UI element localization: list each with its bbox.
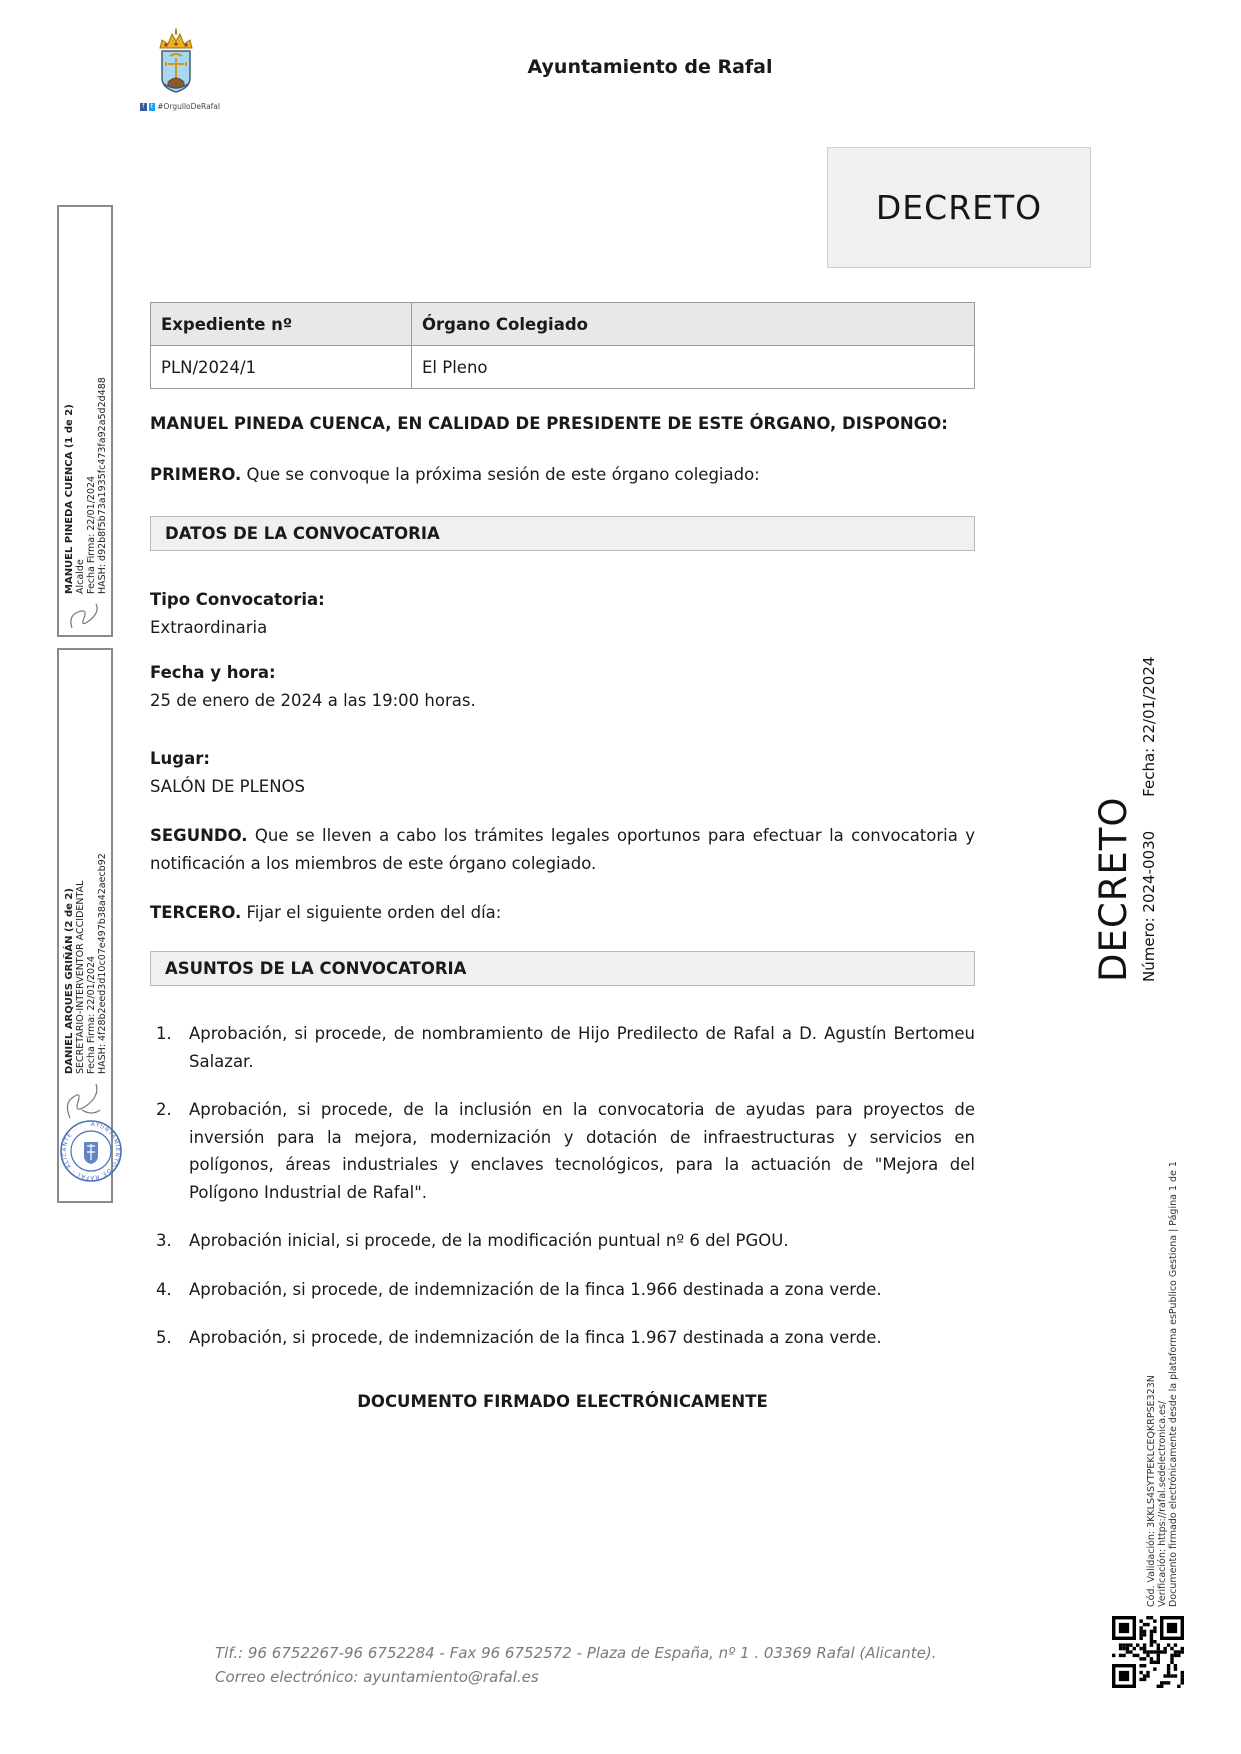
intro-paragraph: MANUEL PINEDA CUENCA, EN CALIDAD DE PRESIDENTE DE ESTE ÓRGANO, DISPONGO: [150,414,948,433]
qr-code [1112,1616,1184,1688]
svg-text:AYUNTAMIENTO DE RAFAL · ALICAN: AYUNTAMIENTO DE RAFAL · ALICANTE · [61,1121,121,1181]
signer-date: Fecha Firma: 22/01/2024 [86,475,97,594]
table-header-row [151,303,975,346]
platform-page-note: Documento firmado electrónicamente desde la plataforma esPublico Gestiona | Página 1 de 1 [1168,1161,1179,1607]
coat-of-arms-icon [140,26,212,100]
signature-text-secretario [64,674,108,1074]
primero-label: PRIMERO. [150,465,242,484]
list-item-text: Aprobación, si procede, de la inclusión en la convocatoria de ayudas para proyectos de inversión para la mejora, modernización y dotación de infraestructuras y servicios en polígonos, áreas industriales y enclaves tecnológicos, para la actuación de "Mejora del Polígono Industrial de Rafal". [189,1100,975,1202]
tercero-label: TERCERO. [150,903,242,922]
primero-paragraph [150,461,975,489]
vertical-decreto-label: DECRETO [1092,796,1135,982]
list-item [150,1096,975,1206]
table-header-expediente: Expediente nº [151,303,412,346]
decreto-box: DECRETO [827,147,1091,268]
list-item-number: 2. [156,1100,172,1119]
signature-text-alcalde [64,194,108,594]
signer-hash: HASH: d92b8f5b73a1935fc473fa92a5d2d488 [97,377,108,594]
decree-number: Número: 2024-0030 [1140,830,1158,982]
segundo-paragraph [150,822,975,877]
list-item-number: 1. [156,1024,172,1043]
footer-email-line: Correo electrónico: ayuntamiento@rafal.es [215,1668,539,1686]
logo-hashtag: #OrgulloDeRafal [157,102,220,111]
signer-name: DANIEL ARQUES GRIÑÁN (2 de 2) [64,888,75,1074]
table-row [151,346,975,389]
segundo-text: Que se lleven a cabo los trámites legales oportunos para efectuar la convocatoria y notificación a los miembros de este órgano colegiado. [150,826,975,873]
tipo-label: Tipo Convocatoria: [150,590,325,609]
list-item [150,1324,975,1352]
list-item-number: 4. [156,1279,172,1299]
page-title: Ayuntamiento de Rafal [527,56,773,78]
signer-name: MANUEL PINEDA CUENCA (1 de 2) [64,404,75,594]
signer-date: Fecha Firma: 22/01/2024 [86,955,97,1074]
footer-contact-line: Tlf.: 96 6752267-96 6752284 - Fax 96 6752572 - Plaza de España, nº 1 . 03369 Rafal (Alicante). [215,1644,937,1662]
list-item-text: Aprobación, si procede, de indemnización de la finca 1.966 destinada a zona verde. [189,1279,882,1299]
fecha-label: Fecha y hora: [150,663,276,682]
twitter-icon: t [149,103,156,111]
signer-role: Alcalde [75,559,86,594]
decree-date: Fecha: 22/01/2024 [1140,656,1158,797]
organo-value: El Pleno [412,346,975,389]
list-item [150,1227,975,1255]
section-header-datos: DATOS DE LA CONVOCATORIA [150,516,975,551]
signer-role: SECRETARIO-INTERVENTOR ACCIDENTAL [75,880,86,1074]
tipo-convocatoria-field [150,586,975,641]
list-item [150,1276,975,1304]
section-header-asuntos: ASUNTOS DE LA CONVOCATORIA [150,951,975,986]
list-item-text: Aprobación, si procede, de nombramiento de Hijo Predilecto de Rafal a D. Agustín Bertomeu Salazar. [189,1024,975,1071]
lugar-label: Lugar: [150,749,210,768]
tipo-value: Extraordinaria [150,617,268,637]
signed-electronically-notice: DOCUMENTO FIRMADO ELECTRÓNICAMENTE [357,1392,768,1411]
list-item-number: 3. [156,1231,172,1250]
fecha-value: 25 de enero de 2024 a las 19:00 horas. [150,690,476,710]
list-item-text: Aprobación, si procede, de indemnización de la finca 1.967 destinada a zona verde. [189,1328,882,1347]
list-item-text: Aprobación inicial, si procede, de la modificación puntual nº 6 del PGOU. [189,1231,789,1250]
validation-code: Cód. Validación: 3KKLS4SYTPEKLCEQKRPSE323N [1146,1375,1157,1607]
table-header-organo: Órgano Colegiado [412,303,975,346]
list-item-number: 5. [156,1328,172,1347]
tercero-paragraph [150,899,975,927]
handwritten-signature-icon [66,598,104,634]
municipal-crest [140,26,220,111]
signer-hash: HASH: 4f28b2eed3d10c07e497b38a42aecb92 [97,853,108,1074]
segundo-label: SEGUNDO. [150,826,248,845]
agenda-list [150,1020,975,1373]
expediente-value: PLN/2024/1 [151,346,412,389]
tercero-text: Fijar el siguiente orden del día: [246,903,502,922]
footer [215,1641,975,1689]
fecha-hora-field [150,659,975,714]
lugar-field [150,745,975,800]
expediente-table [150,302,975,389]
vertical-number-date [1140,657,1158,982]
list-item [150,1020,975,1075]
lugar-value: SALÓN DE PLENOS [150,776,305,796]
municipal-stamp-icon [58,1118,124,1184]
logo-caption [140,102,220,111]
facebook-icon: f [140,103,147,111]
primero-text: Que se convoque la próxima sesión de este órgano colegiado: [246,465,760,484]
verification-url: Verificación: https://rafal.sedelectronica.es/ [1157,1400,1168,1607]
